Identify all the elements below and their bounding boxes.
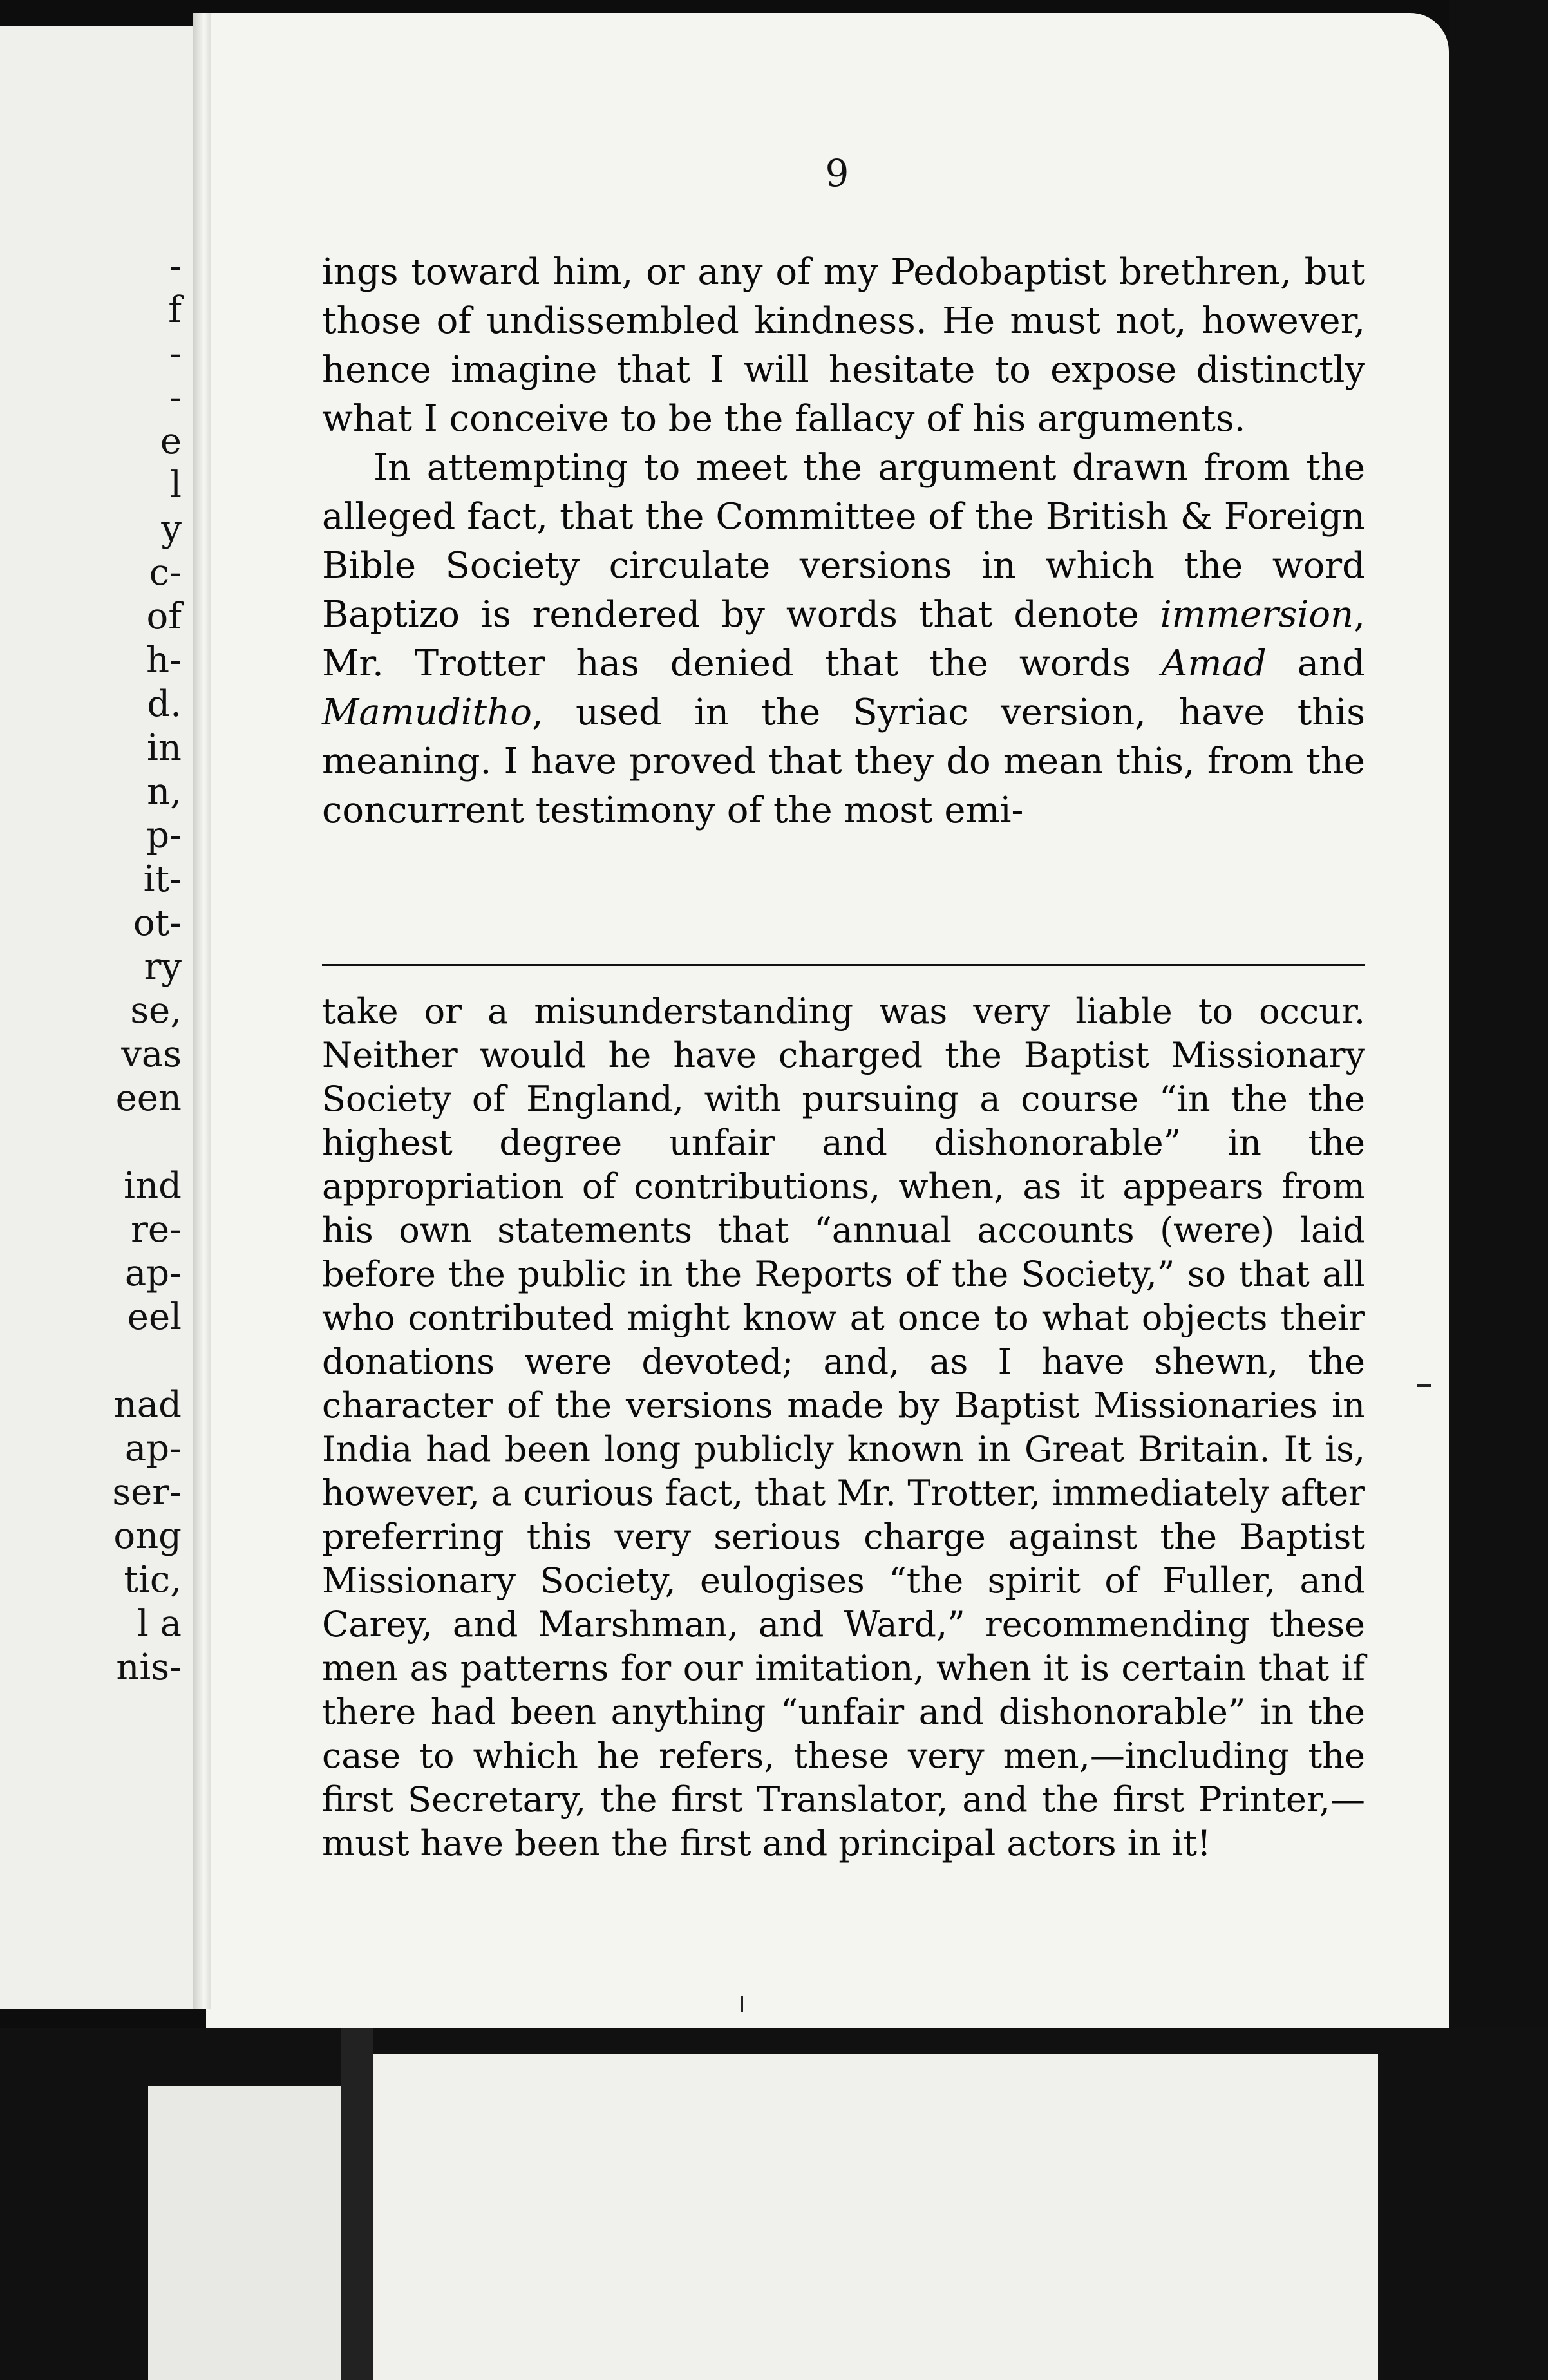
- fragment: ser-: [112, 1471, 182, 1513]
- text-run: and: [1266, 643, 1365, 685]
- fragment: nis-: [116, 1647, 182, 1688]
- fragment: -: [169, 333, 182, 375]
- fragment: ap-: [124, 1252, 182, 1294]
- footnote: [322, 990, 1365, 1865]
- fragment: [0, 1120, 193, 1164]
- paragraph: ings toward him, or any of my Pedobaptist brethren, but those of undissembled kindness. He must not, however, hence imagine that I will hesitate to expose distinctly what I conceive to be the fallacy of his arguments.: [322, 251, 1365, 440]
- italic-term: Amad: [1161, 643, 1267, 685]
- fragment: re-: [131, 1209, 182, 1251]
- fragment: l: [170, 464, 182, 506]
- fragment: f: [168, 289, 182, 331]
- fragment: in: [147, 727, 182, 769]
- fragment: ry: [144, 946, 182, 988]
- scan-panel: [373, 2054, 1378, 2380]
- scan-border-right: [1449, 0, 1548, 2380]
- footnote-text: take or a misunderstanding was very liable to occur. Neither would he have charged the Baptist Missionary Society of England, with pursuing a course “in the the highest degree unfair and dishonorable” in the appropriation of contributions, when, as it appears from his own statements that “annual accounts (were) laid before the public in the Reports of the Society,” so that all who contributed might know at once to what objects their donations were devoted; and, as I have shewn, the character of the versions made by Baptist Missionaries in India had been long publicly known in Great Britain. It is, however, a curious fact, that Mr. Trotter, immediately after preferring this very serious charge against the Baptist Missionary Society, eulogises “the spirit of Fuller, and Carey, and Marshman, and Ward,” recommending these men as patterns for our imitation, when it is certain that if there had been anything “unfair and dishonorable” in the case to which he refers, these very men,—including the first Secretary, the first Translator, and the first Printer,—must have been the first and principal actors in it!: [322, 991, 1365, 1864]
- text-run: , Mr. Trotter has denied that the words: [322, 594, 1365, 685]
- fragment: ot-: [133, 902, 182, 944]
- fragment: y: [161, 508, 182, 550]
- scan-speck: [1417, 1384, 1431, 1387]
- fragment: vas: [121, 1034, 182, 1075]
- fragment: ap-: [124, 1428, 182, 1469]
- fragment: n,: [147, 771, 182, 813]
- fragment: ong: [113, 1515, 182, 1557]
- book-gutter: [193, 13, 211, 2009]
- scan-bar: [341, 2028, 373, 2380]
- fragment: ind: [124, 1165, 182, 1207]
- fragment: se,: [130, 990, 182, 1032]
- fragment: eel: [127, 1296, 182, 1338]
- fragment: l a: [137, 1603, 182, 1645]
- fragment: h-: [146, 639, 182, 681]
- scan-speck: [741, 1996, 743, 2012]
- fragment: nad: [113, 1384, 182, 1426]
- page-number: 9: [825, 151, 849, 195]
- fragment: [0, 1339, 193, 1383]
- scan-panel: [148, 2086, 341, 2380]
- fragment: tic,: [124, 1559, 182, 1601]
- fragment: een: [115, 1077, 182, 1119]
- facing-page-fragments: [0, 245, 193, 1983]
- fragment: it-: [143, 858, 182, 900]
- footnote-rule: [322, 964, 1365, 966]
- text-run: In attempting to meet the argument drawn from the alleged fact, that the Committee of the British & Foreign Bible Society circulate versions in which the word Baptizo is rendered by words that denote: [322, 447, 1365, 636]
- text-run: , used in the Syriac version, have this meaning. I have proved that they do mean this, from the concurrent testimony of the most emi-: [322, 692, 1365, 831]
- fragment: c-: [149, 552, 182, 594]
- fragment: -: [169, 245, 182, 287]
- fragment: -: [169, 377, 182, 419]
- fragment: d.: [147, 683, 182, 725]
- italic-term: Mamuditho: [322, 692, 532, 733]
- scan-border-bottom: [0, 2028, 1548, 2380]
- italic-term: immersion: [1160, 594, 1354, 636]
- fragment: e: [160, 420, 182, 462]
- paragraph: [322, 444, 1365, 835]
- main-text: [322, 248, 1365, 835]
- fragment: p-: [146, 815, 182, 856]
- fragment: of: [146, 596, 182, 638]
